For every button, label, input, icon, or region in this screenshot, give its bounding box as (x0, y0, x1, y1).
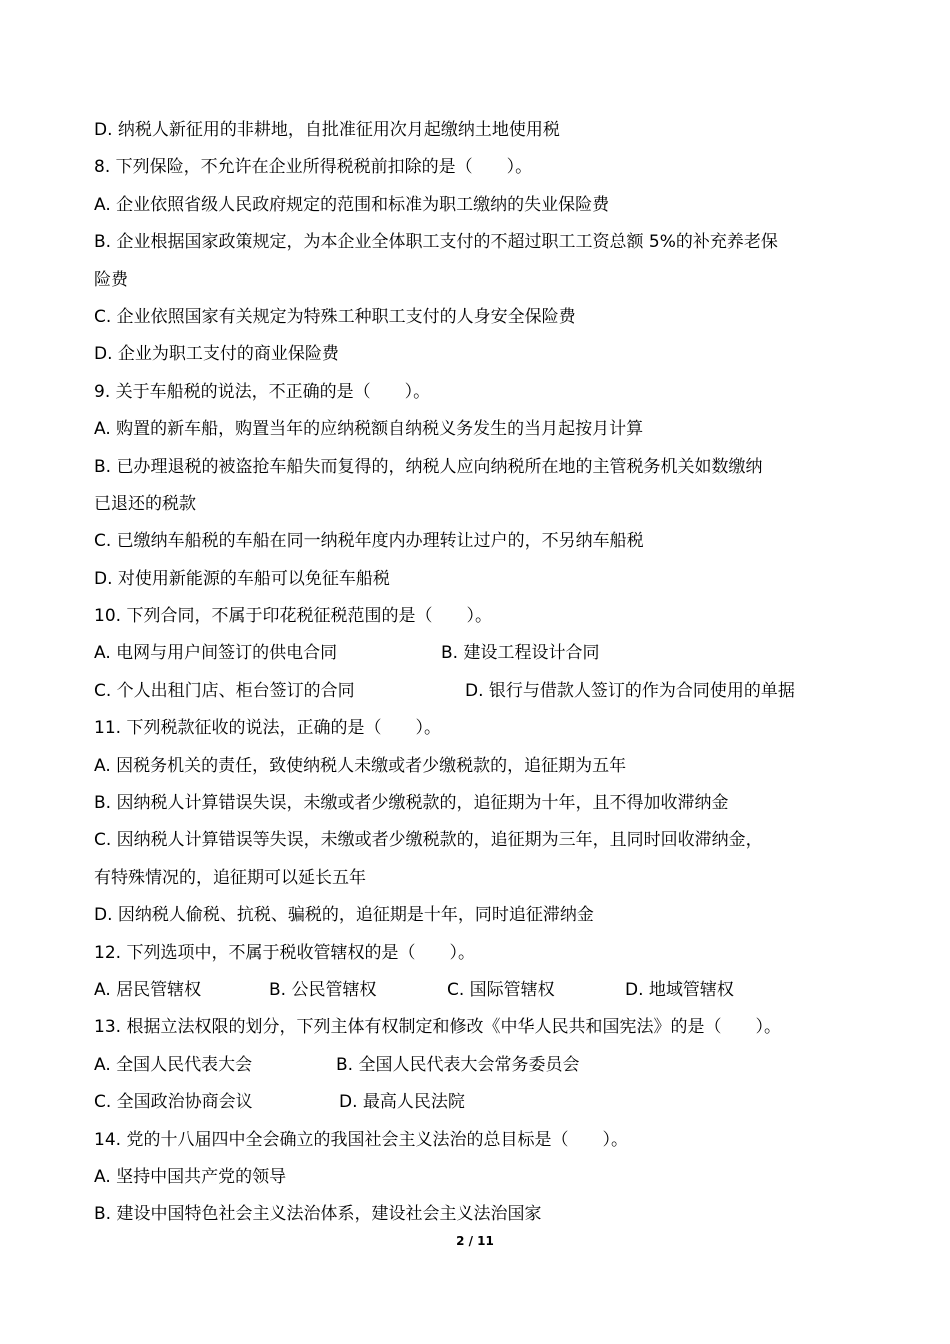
question-13-options-row-2 (94, 1084, 864, 1121)
document-body (94, 112, 864, 1234)
text-line: D. 对使用新能源的车船可以免征车船税 (94, 568, 390, 589)
option-d: D. 最高人民法院 (339, 1092, 465, 1113)
option-b: B. 公民管辖权 (269, 979, 377, 1000)
option-a: A. 全国人民代表大会 (94, 1054, 253, 1075)
text-line: C. 已缴纳车船税的车船在同一纳税年度内办理转让过户的，不另纳车船税 (94, 531, 644, 552)
question-8-stem: 8. 下列保险，不允许在企业所得税税前扣除的是（ ）。 (94, 157, 533, 178)
text-line: D. 因纳税人偷税、抗税、骗税的，追征期是十年，同时追征滞纳金 (94, 905, 594, 926)
text-line: C. 企业依照国家有关规定为特殊工种职工支付的人身安全保险费 (94, 306, 576, 327)
text-line: 险费 (94, 269, 128, 290)
page-number: 2 / 11 (456, 1234, 494, 1248)
option-a: A. 居民管辖权 (94, 979, 202, 1000)
text-line: 有特殊情况的，追征期可以延长五年 (94, 867, 366, 888)
question-10-options-row-1 (94, 635, 864, 672)
text-line: A. 坚持中国共产党的领导 (94, 1166, 287, 1187)
text-line: A. 企业依照省级人民政府规定的范围和标准为职工缴纳的失业保险费 (94, 194, 610, 215)
text-line: D. 企业为职工支付的商业保险费 (94, 344, 339, 365)
option-d: D. 银行与借款人签订的作为合同使用的单据 (465, 680, 795, 701)
text-line: D. 纳税人新征用的非耕地，自批准征用次月起缴纳土地使用税 (94, 120, 560, 140)
text-line: B. 已办理退税的被盗抢车船失而复得的，纳税人应向纳税所在地的主管税务机关如数缴纳 (94, 456, 763, 477)
option-b: B. 建设工程设计合同 (441, 643, 600, 664)
option-a: A. 电网与用户间签订的供电合同 (94, 643, 338, 664)
text-line: B. 建设中国特色社会主义法治体系，建设社会主义法治国家 (94, 1204, 542, 1225)
question-12-stem: 12. 下列选项中，不属于税收管辖权的是（ ）。 (94, 942, 475, 963)
option-c: C. 全国政治协商会议 (94, 1092, 253, 1113)
option-b: B. 全国人民代表大会常务委员会 (336, 1054, 580, 1075)
text-line: A. 购置的新车船，购置当年的应纳税额自纳税义务发生的当月起按月计算 (94, 419, 644, 440)
text-line: 已退还的税款 (94, 493, 196, 514)
question-13-options-row-1 (94, 1047, 864, 1084)
question-14-stem: 14. 党的十八届四中全会确立的我国社会主义法治的总目标是（ ）。 (94, 1129, 628, 1150)
text-line: A. 因税务机关的责任，致使纳税人未缴或者少缴税款的，追征期为五年 (94, 755, 627, 776)
question-13-stem: 13. 根据立法权限的划分，下列主体有权制定和修改《中华人民共和国宪法》的是（ ）。 (94, 1017, 781, 1038)
option-c: C. 国际管辖权 (447, 979, 555, 1000)
question-10-stem: 10. 下列合同，不属于印花税征税范围的是（ ）。 (94, 606, 492, 627)
question-9-stem: 9. 关于车船税的说法，不正确的是（ ）。 (94, 381, 431, 402)
option-d: D. 地域管辖权 (625, 979, 734, 1000)
option-c: C. 个人出租门店、柜台签订的合同 (94, 680, 355, 701)
text-line: C. 因纳税人计算错误等失误，未缴或者少缴税款的，追征期为三年，且同时回收滞纳金， (94, 830, 763, 851)
text-line: B. 因纳税人计算错误失误，未缴或者少缴税款的，追征期为十年，且不得加收滞纳金 (94, 793, 729, 814)
question-10-options-row-2 (94, 673, 864, 710)
question-11-stem: 11. 下列税款征收的说法，正确的是（ ）。 (94, 718, 441, 739)
text-line: B. 企业根据国家政策规定，为本企业全体职工支付的不超过职工工资总额 5%的补充养老保 (94, 232, 778, 253)
question-12-options (94, 972, 864, 1009)
